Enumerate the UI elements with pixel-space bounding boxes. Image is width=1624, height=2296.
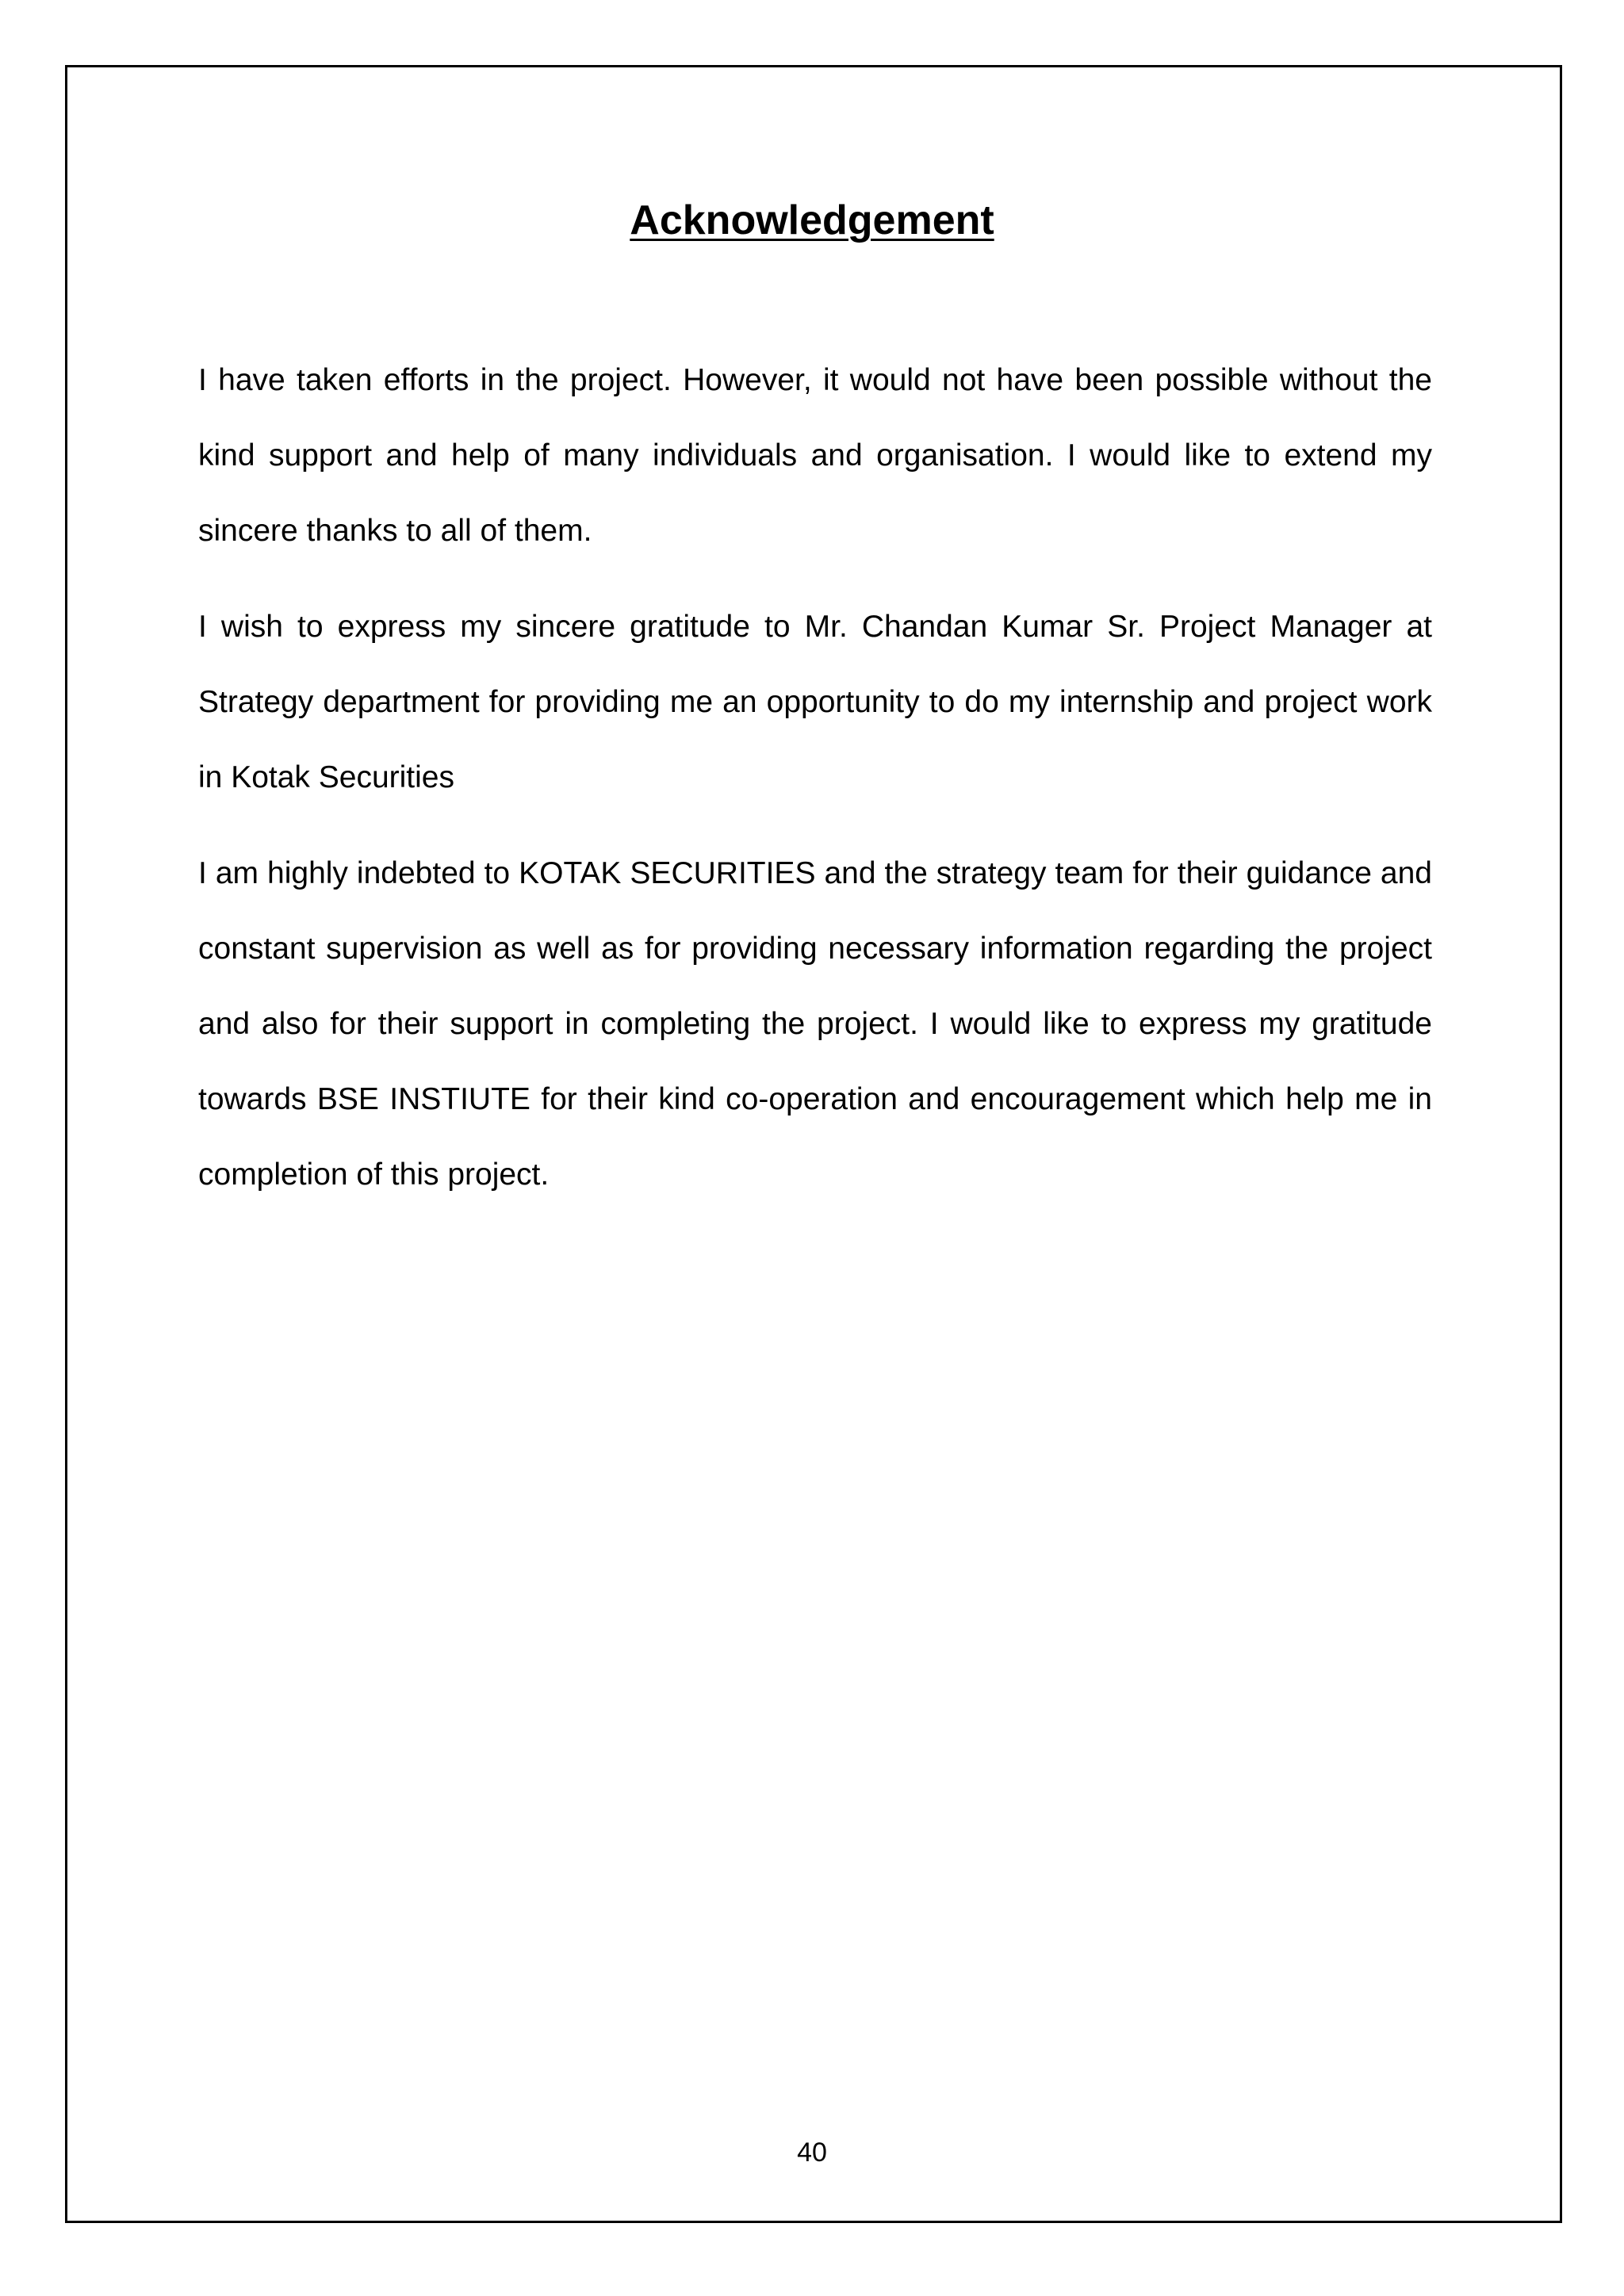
page-number: 40 <box>797 2137 827 2168</box>
paragraph-1: I have taken efforts in the project. However, it would not have been possible without the kind support and help of many individuals and organisation. I would like to extend my sincere thanks to all of them. <box>198 363 1432 548</box>
paragraph-2: I wish to express my sincere gratitude to Mr. Chandan Kumar Sr. Project Manager at Strategy department for providing me an opportunity to do my internship and project work in Kotak Securities <box>198 610 1432 794</box>
page-title: Acknowledgement <box>630 197 994 243</box>
paragraph-3: I am highly indebted to KOTAK SECURITIES and the strategy team for their guidance and constant supervision as well as for providing necessary information regarding the project and also for their support in completing the project. I would like to express my gratitude towards BSE INSTIUTE for their kind co-operation and encouragement which help me in completion of this project. <box>198 856 1432 1192</box>
acknowledgement-body <box>198 342 1432 1233</box>
